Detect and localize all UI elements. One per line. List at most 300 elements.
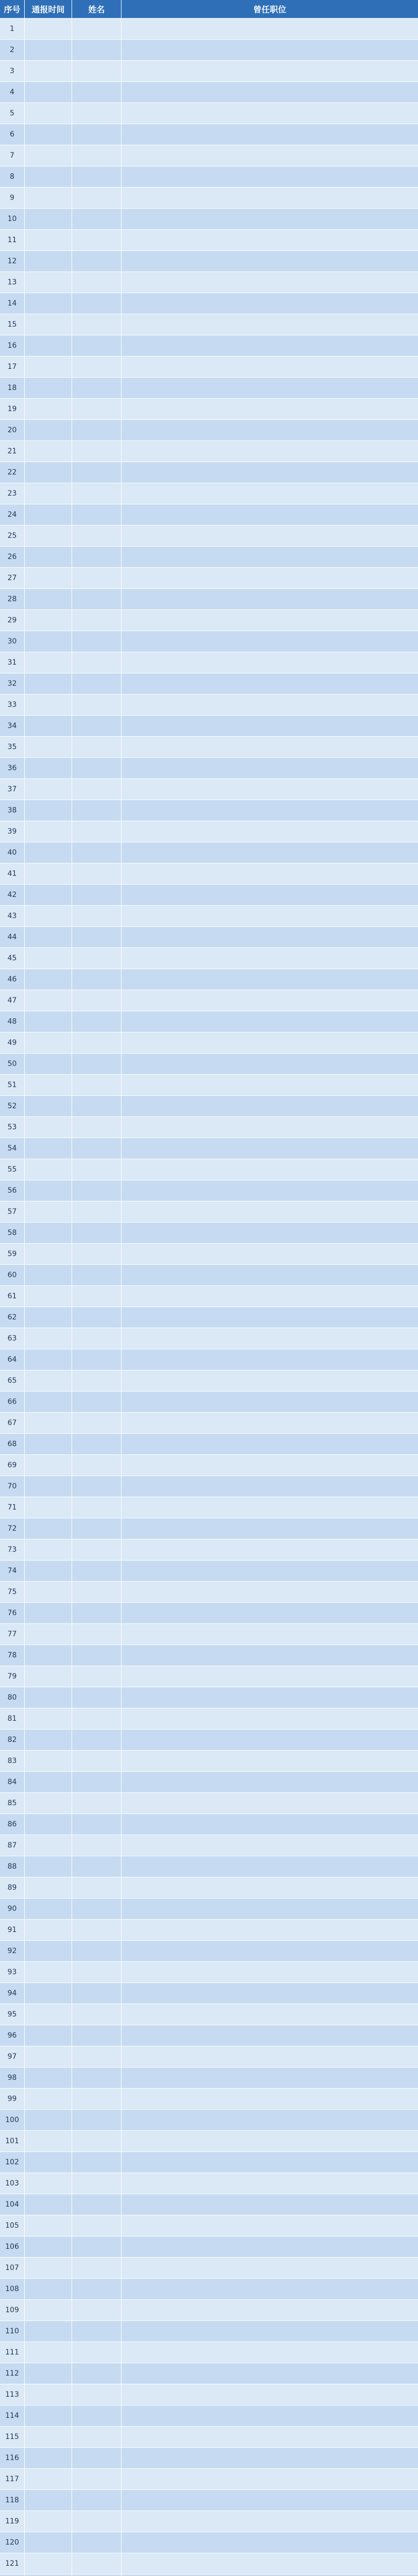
row-name bbox=[72, 1856, 121, 1877]
row-name bbox=[72, 547, 121, 567]
table-row bbox=[0, 2089, 418, 2110]
row-index: 79 bbox=[0, 1666, 25, 1687]
row-name bbox=[72, 2553, 121, 2574]
row-date bbox=[25, 483, 72, 504]
row-position bbox=[121, 631, 418, 652]
table-row bbox=[0, 800, 418, 821]
table-row bbox=[0, 1624, 418, 1645]
table-row bbox=[0, 1054, 418, 1075]
row-date bbox=[25, 1814, 72, 1835]
row-name bbox=[72, 694, 121, 715]
row-name bbox=[72, 2194, 121, 2215]
row-name bbox=[72, 1138, 121, 1159]
row-index: 72 bbox=[0, 1518, 25, 1539]
row-date bbox=[25, 314, 72, 335]
row-index: 54 bbox=[0, 1138, 25, 1159]
row-name bbox=[72, 2067, 121, 2088]
row-date bbox=[25, 2173, 72, 2194]
row-name bbox=[72, 1370, 121, 1391]
row-date bbox=[25, 1899, 72, 1919]
row-date bbox=[25, 1011, 72, 1032]
row-position bbox=[121, 19, 418, 39]
row-date bbox=[25, 1370, 72, 1391]
row-date bbox=[25, 1539, 72, 1560]
row-date bbox=[25, 335, 72, 356]
row-position bbox=[121, 2405, 418, 2426]
row-name bbox=[72, 1603, 121, 1623]
table-row bbox=[0, 251, 418, 272]
table-row bbox=[0, 568, 418, 589]
row-position bbox=[121, 1920, 418, 1940]
table-row bbox=[0, 357, 418, 378]
row-index: 84 bbox=[0, 1772, 25, 1792]
row-position bbox=[121, 357, 418, 377]
table-row bbox=[0, 1201, 418, 1223]
row-index: 104 bbox=[0, 2194, 25, 2215]
table-row bbox=[0, 272, 418, 293]
row-index: 116 bbox=[0, 2448, 25, 2468]
row-index: 16 bbox=[0, 335, 25, 356]
row-position bbox=[121, 420, 418, 440]
table-row bbox=[0, 1413, 418, 1434]
row-name bbox=[72, 2152, 121, 2173]
row-name bbox=[72, 2427, 121, 2447]
row-date bbox=[25, 1518, 72, 1539]
row-name bbox=[72, 1561, 121, 1581]
row-date bbox=[25, 1687, 72, 1708]
row-date bbox=[25, 568, 72, 588]
row-position bbox=[121, 821, 418, 842]
row-name bbox=[72, 1624, 121, 1645]
row-index: 30 bbox=[0, 631, 25, 652]
table-row bbox=[0, 1307, 418, 1328]
row-date bbox=[25, 2300, 72, 2320]
row-position bbox=[121, 737, 418, 757]
row-position bbox=[121, 2427, 418, 2447]
table-row bbox=[0, 1455, 418, 1476]
row-date bbox=[25, 990, 72, 1011]
table-row bbox=[0, 1075, 418, 1096]
row-index: 24 bbox=[0, 504, 25, 525]
table-row bbox=[0, 2173, 418, 2194]
table-row bbox=[0, 1011, 418, 1032]
row-name bbox=[72, 927, 121, 947]
row-date bbox=[25, 1455, 72, 1476]
row-name bbox=[72, 2236, 121, 2257]
table-row bbox=[0, 2427, 418, 2448]
row-date bbox=[25, 969, 72, 990]
row-position bbox=[121, 1983, 418, 2004]
table-row bbox=[0, 2215, 418, 2236]
row-position bbox=[121, 1666, 418, 1687]
row-name bbox=[72, 1899, 121, 1919]
table-row bbox=[0, 1265, 418, 1286]
table-row bbox=[0, 863, 418, 885]
row-position bbox=[121, 842, 418, 863]
row-position bbox=[121, 335, 418, 356]
table-row bbox=[0, 1645, 418, 1666]
table-row bbox=[0, 589, 418, 610]
row-index: 45 bbox=[0, 948, 25, 969]
row-name bbox=[72, 2321, 121, 2342]
row-index: 112 bbox=[0, 2363, 25, 2384]
row-name bbox=[72, 145, 121, 166]
row-name bbox=[72, 800, 121, 821]
table-row bbox=[0, 737, 418, 758]
row-date bbox=[25, 2469, 72, 2489]
row-name bbox=[72, 1666, 121, 1687]
row-index: 21 bbox=[0, 441, 25, 462]
row-index: 105 bbox=[0, 2215, 25, 2236]
row-position bbox=[121, 2025, 418, 2046]
table-row bbox=[0, 378, 418, 399]
row-name bbox=[72, 2384, 121, 2405]
row-position bbox=[121, 1603, 418, 1623]
row-index: 53 bbox=[0, 1117, 25, 1138]
row-index: 62 bbox=[0, 1307, 25, 1328]
table-row bbox=[0, 779, 418, 800]
row-index: 18 bbox=[0, 378, 25, 398]
table-row bbox=[0, 1687, 418, 1708]
row-index: 11 bbox=[0, 230, 25, 250]
row-name bbox=[72, 2258, 121, 2278]
row-position bbox=[121, 927, 418, 947]
row-index: 118 bbox=[0, 2490, 25, 2511]
row-date bbox=[25, 2384, 72, 2405]
row-date bbox=[25, 716, 72, 736]
row-date bbox=[25, 2405, 72, 2426]
row-date bbox=[25, 103, 72, 124]
row-name bbox=[72, 631, 121, 652]
row-date bbox=[25, 842, 72, 863]
row-date bbox=[25, 124, 72, 145]
row-date bbox=[25, 758, 72, 778]
row-name bbox=[72, 1286, 121, 1307]
row-date bbox=[25, 420, 72, 440]
row-date bbox=[25, 821, 72, 842]
row-date bbox=[25, 1624, 72, 1645]
table-row bbox=[0, 2363, 418, 2384]
row-index: 76 bbox=[0, 1603, 25, 1623]
row-name bbox=[72, 1835, 121, 1856]
row-date bbox=[25, 2046, 72, 2067]
row-date bbox=[25, 1054, 72, 1074]
row-position bbox=[121, 1265, 418, 1285]
table-row bbox=[0, 610, 418, 631]
row-index: 86 bbox=[0, 1814, 25, 1835]
row-name bbox=[72, 1920, 121, 1940]
row-date bbox=[25, 209, 72, 229]
row-date bbox=[25, 251, 72, 272]
row-position bbox=[121, 1687, 418, 1708]
row-name bbox=[72, 1244, 121, 1264]
row-name bbox=[72, 1328, 121, 1349]
row-index: 121 bbox=[0, 2553, 25, 2574]
row-date bbox=[25, 1772, 72, 1792]
row-date bbox=[25, 1392, 72, 1412]
row-index: 100 bbox=[0, 2110, 25, 2130]
row-position bbox=[121, 716, 418, 736]
row-name bbox=[72, 1645, 121, 1666]
table-row bbox=[0, 40, 418, 61]
row-index: 13 bbox=[0, 272, 25, 293]
row-name bbox=[72, 2046, 121, 2067]
row-index: 97 bbox=[0, 2046, 25, 2067]
table-row bbox=[0, 1835, 418, 1856]
row-position bbox=[121, 2384, 418, 2405]
row-position bbox=[121, 166, 418, 187]
row-date bbox=[25, 2004, 72, 2025]
table-row bbox=[0, 2321, 418, 2342]
row-position bbox=[121, 1075, 418, 1095]
row-index: 47 bbox=[0, 990, 25, 1011]
row-date bbox=[25, 293, 72, 314]
row-date bbox=[25, 1349, 72, 1370]
row-position bbox=[121, 1201, 418, 1222]
row-name bbox=[72, 990, 121, 1011]
row-name bbox=[72, 462, 121, 483]
row-name bbox=[72, 1265, 121, 1285]
row-name bbox=[72, 2532, 121, 2553]
table-row bbox=[0, 821, 418, 842]
row-name bbox=[72, 1117, 121, 1138]
row-date bbox=[25, 1096, 72, 1116]
header-date: 通报时间 bbox=[25, 0, 72, 18]
row-position bbox=[121, 2511, 418, 2532]
row-index: 15 bbox=[0, 314, 25, 335]
table-row bbox=[0, 1117, 418, 1138]
row-name bbox=[72, 209, 121, 229]
row-name bbox=[72, 1011, 121, 1032]
row-date bbox=[25, 547, 72, 567]
row-position bbox=[121, 1032, 418, 1053]
table-row bbox=[0, 61, 418, 82]
row-index: 110 bbox=[0, 2321, 25, 2342]
row-name bbox=[72, 737, 121, 757]
row-name bbox=[72, 758, 121, 778]
row-date bbox=[25, 779, 72, 800]
row-name bbox=[72, 1434, 121, 1454]
table-row bbox=[0, 1814, 418, 1835]
row-name bbox=[72, 2448, 121, 2468]
row-index: 67 bbox=[0, 1413, 25, 1433]
table-row bbox=[0, 927, 418, 948]
table-row bbox=[0, 1730, 418, 1751]
row-date bbox=[25, 188, 72, 208]
row-date bbox=[25, 1328, 72, 1349]
table-row bbox=[0, 2384, 418, 2405]
row-date bbox=[25, 526, 72, 546]
row-position bbox=[121, 948, 418, 969]
row-date bbox=[25, 673, 72, 694]
row-position bbox=[121, 2342, 418, 2363]
row-name bbox=[72, 357, 121, 377]
row-position bbox=[121, 1096, 418, 1116]
row-position bbox=[121, 1223, 418, 1243]
row-date bbox=[25, 1159, 72, 1180]
row-index: 34 bbox=[0, 716, 25, 736]
table-row bbox=[0, 1877, 418, 1899]
row-position bbox=[121, 1286, 418, 1307]
row-position bbox=[121, 1814, 418, 1835]
row-index: 55 bbox=[0, 1159, 25, 1180]
table-row bbox=[0, 1286, 418, 1307]
row-position bbox=[121, 1877, 418, 1898]
header-index: 序号 bbox=[0, 0, 25, 18]
row-index: 37 bbox=[0, 779, 25, 800]
row-index: 117 bbox=[0, 2469, 25, 2489]
row-position bbox=[121, 1117, 418, 1138]
row-date bbox=[25, 1835, 72, 1856]
row-name bbox=[72, 1054, 121, 1074]
row-position bbox=[121, 2067, 418, 2088]
row-position bbox=[121, 1497, 418, 1518]
table-row bbox=[0, 694, 418, 716]
row-index: 106 bbox=[0, 2236, 25, 2257]
row-index: 28 bbox=[0, 589, 25, 609]
row-position bbox=[121, 1645, 418, 1666]
row-position bbox=[121, 483, 418, 504]
table-row bbox=[0, 1096, 418, 1117]
row-date bbox=[25, 1223, 72, 1243]
row-index: 109 bbox=[0, 2300, 25, 2320]
row-date bbox=[25, 145, 72, 166]
row-position bbox=[121, 1054, 418, 1074]
row-position bbox=[121, 2553, 418, 2574]
row-index: 119 bbox=[0, 2511, 25, 2532]
row-index: 73 bbox=[0, 1539, 25, 1560]
row-name bbox=[72, 568, 121, 588]
row-name bbox=[72, 1814, 121, 1835]
row-date bbox=[25, 2089, 72, 2109]
table-row bbox=[0, 314, 418, 335]
table-row bbox=[0, 188, 418, 209]
row-name bbox=[72, 314, 121, 335]
row-index: 29 bbox=[0, 610, 25, 631]
row-position bbox=[121, 145, 418, 166]
row-name bbox=[72, 1476, 121, 1497]
row-date bbox=[25, 885, 72, 905]
row-position bbox=[121, 103, 418, 124]
row-index: 96 bbox=[0, 2025, 25, 2046]
row-name bbox=[72, 821, 121, 842]
row-date bbox=[25, 1983, 72, 2004]
row-position bbox=[121, 1772, 418, 1792]
row-position bbox=[121, 1138, 418, 1159]
row-index: 78 bbox=[0, 1645, 25, 1666]
table-row bbox=[0, 2152, 418, 2173]
row-position bbox=[121, 758, 418, 778]
table-row bbox=[0, 1138, 418, 1159]
table-row bbox=[0, 2194, 418, 2215]
row-name bbox=[72, 1455, 121, 1476]
row-date bbox=[25, 652, 72, 673]
row-name bbox=[72, 1497, 121, 1518]
row-position bbox=[121, 1751, 418, 1771]
row-index: 51 bbox=[0, 1075, 25, 1095]
row-index: 91 bbox=[0, 1920, 25, 1940]
row-position bbox=[121, 1159, 418, 1180]
table-row bbox=[0, 483, 418, 504]
row-date bbox=[25, 61, 72, 81]
row-name bbox=[72, 19, 121, 39]
table-row bbox=[0, 1539, 418, 1561]
row-name bbox=[72, 40, 121, 60]
row-date bbox=[25, 737, 72, 757]
row-name bbox=[72, 863, 121, 884]
row-index: 115 bbox=[0, 2427, 25, 2447]
row-name bbox=[72, 272, 121, 293]
row-index: 71 bbox=[0, 1497, 25, 1518]
row-position bbox=[121, 2279, 418, 2299]
row-position bbox=[121, 2194, 418, 2215]
row-date bbox=[25, 2321, 72, 2342]
row-position bbox=[121, 40, 418, 60]
row-index: 59 bbox=[0, 1244, 25, 1264]
row-name bbox=[72, 1307, 121, 1328]
row-position bbox=[121, 82, 418, 103]
row-position bbox=[121, 2363, 418, 2384]
table-row bbox=[0, 2511, 418, 2532]
table-row bbox=[0, 1582, 418, 1603]
row-date bbox=[25, 19, 72, 39]
row-index: 6 bbox=[0, 124, 25, 145]
row-position bbox=[121, 906, 418, 926]
row-position bbox=[121, 1899, 418, 1919]
row-index: 19 bbox=[0, 399, 25, 419]
table-row bbox=[0, 399, 418, 420]
row-position bbox=[121, 2532, 418, 2553]
row-index: 12 bbox=[0, 251, 25, 272]
row-name bbox=[72, 1962, 121, 1982]
row-index: 41 bbox=[0, 863, 25, 884]
row-name bbox=[72, 1349, 121, 1370]
row-name bbox=[72, 1772, 121, 1792]
row-date bbox=[25, 2067, 72, 2088]
row-index: 103 bbox=[0, 2173, 25, 2194]
table-row bbox=[0, 293, 418, 314]
row-index: 65 bbox=[0, 1370, 25, 1391]
row-date bbox=[25, 166, 72, 187]
row-index: 80 bbox=[0, 1687, 25, 1708]
table-row bbox=[0, 1920, 418, 1941]
row-position bbox=[121, 1349, 418, 1370]
row-name bbox=[72, 1582, 121, 1602]
row-date bbox=[25, 1962, 72, 1982]
row-position bbox=[121, 124, 418, 145]
row-date bbox=[25, 1244, 72, 1264]
row-index: 44 bbox=[0, 927, 25, 947]
header-position: 曾任职位 bbox=[253, 5, 286, 14]
row-date bbox=[25, 82, 72, 103]
row-date bbox=[25, 1117, 72, 1138]
table-row bbox=[0, 1328, 418, 1349]
row-position bbox=[121, 568, 418, 588]
row-date bbox=[25, 2342, 72, 2363]
row-name bbox=[72, 1687, 121, 1708]
row-position bbox=[121, 2046, 418, 2067]
table-row bbox=[0, 1434, 418, 1455]
row-date bbox=[25, 357, 72, 377]
row-index: 27 bbox=[0, 568, 25, 588]
row-position bbox=[121, 1561, 418, 1581]
row-position bbox=[121, 378, 418, 398]
row-index: 43 bbox=[0, 906, 25, 926]
table-row bbox=[0, 145, 418, 166]
row-date bbox=[25, 1434, 72, 1454]
row-index: 46 bbox=[0, 969, 25, 990]
row-date bbox=[25, 1856, 72, 1877]
